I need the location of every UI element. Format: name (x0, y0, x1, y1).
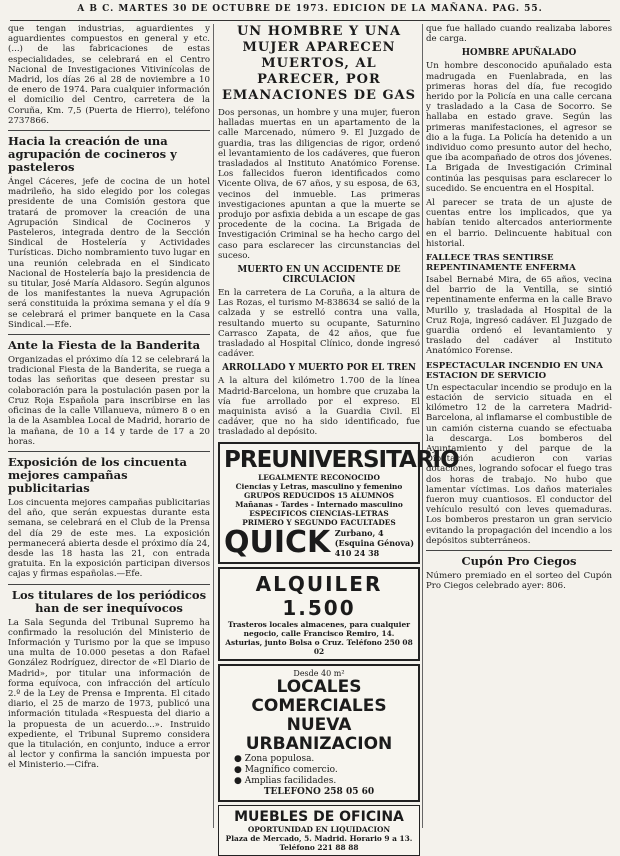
column-right (426, 24, 612, 830)
column-rule (213, 24, 214, 828)
article-body: Ángel Cáceres, jefe de cocina de un hotel madrileño, ha sido elegido por los colegas presidente de una Comisión gestora que tratará de promover la creación de una Agrupación Sindical de Cocineros y Pasteleros, integrada dentro de la Sección Sindical de Hostelería y Actividades Turísticas. Dicho nombramiento tuvo lugar en una reunión celebrada en el Sindicato Nacional de Hostelería bajo la presidencia de su titular, José María Aldasoro. Según algunos de los manifestantes la nueva Agrupación será constituida la próxima semana y el día 9 se celebrará el primer banquete en la Casa Sindical.—Efe. (8, 177, 210, 330)
ad-headline: ALQUILER 1.500 (255, 571, 383, 620)
column-rule (422, 24, 423, 828)
ad-line: LEGALMENTE RECONOCIDO (258, 472, 380, 482)
article-body: Al parecer se trata de un ajuste de cuentas entre los implicados, que ya habían tenido altercados anteriormente en el barrio. Delincuente habitual con historial. (426, 198, 612, 249)
ad-headline: PREUNIVERSITARIO (224, 446, 459, 473)
article-headline: Los titulares de los periódicos han de ser inequívocos (11, 587, 207, 615)
article-body: Un hombre desconocido apuñalado esta madrugada en Fuenlabrada, en las primeras horas del día, fue recogido herido por la Policía en una calle cercana y trasladado a la Casa de Socorro. Se hallaba en estado grave. Según las primeras manifestaciones, el agresor se dio a la fuga. La Policía ha detenido a un individuo como presunto autor del hecho, que iba acompañado de otros dos jóvenes. La Brigada de Investigación Criminal continúa las pesquisas para esclarecer lo sucedido. Se encuentra en el Hospital. (426, 61, 612, 194)
ad-headline: MUEBLES DE OFICINA (234, 808, 404, 825)
ad-address-line: Zurbano, 4 (334, 527, 384, 538)
article-body: Los cincuenta mejores campañas publicitarias del año, que serán expuestas durante esta semana, se celebrará en el Club de la Prensa del día 29 de este mes. La exposición permanecerá abierta desde el próximo día 24, desde las 18 hasta las 21, con entrada gratuita. En la exposición participan diversos cajas y firmas españolas.—Efe. (8, 497, 210, 580)
article-body: Un espectacular incendio se produjo en la estación de servicio situada en el kilómetro 12 de la carretera Madrid-Barcelona, al inflamarse el combustible de un camión cisterna cuando se efectuaba la descarga. Los bomberos del Ayuntamiento y del parque de la Diputación acudieron con varias dotaciones, logrando sofocar el fuego tras dos horas de trabajo. No hubo que lamentar víctimas. Los daños materiales fueron muy cuantiosos. El conductor del vehículo resultó con leves quemaduras. Los bomberos prestaron un gran servicio evitando la propagación del incendio a los depósitos subterráneos. (426, 382, 612, 546)
divider (426, 550, 612, 551)
ad-phone: Teléfono 221 88 88 (279, 842, 359, 852)
ad-phone: 410 24 38 (334, 547, 380, 558)
ad-list (224, 754, 414, 787)
article-headline: HOMBRE APUÑALADO (461, 48, 577, 59)
divider (8, 334, 210, 335)
article-body: Dos personas, un hombre y una mujer, fueron halladas muertas en un apartamento de la calle Marcenado, número 9. El Juzgado de guardia, tras las diligencias de rigor, ordenó el levantamiento de los cadáveres, que fueron trasladados al Instituto Anatómico Forense. Los fallecidos fueron identificados como Vicente Oliva, de 67 años, y su esposa, de 63, vecinos del inmueble. Las primeras investigaciones apuntan a que la muerte se produjo por asfixia debida a un escape de gas procedente de la cocina. La Brigada de Investigación Criminal se ha hecho cargo del caso para esclarecer las circunstancias del suceso. (218, 108, 420, 261)
article-body: A la altura del kilómetro 1.700 de la línea Madrid-Barcelona, un hombre que cruzaba la vía fue arrollado por el expreso. El maquinista avisó a la Guardia Civil. El cadáver, que no ha sido identificado, fue trasladado al depósito. (218, 376, 420, 438)
article-body: Isabel Bernabé Mira, de 65 años, vecina del barrio de la Ventilla, se sintió repentinamente enferma en la calle Bravo Murillo y, trasladada al Hospital de la Cruz Roja, ingresó cadáver. El Juzgado de guardia ordenó el levantamiento y traslado del cadáver al Instituto Anatómico Forense. (426, 275, 612, 357)
article-body: La Sala Segunda del Tribunal Supremo ha confirmado la resolución del Ministerio de Información y Turismo por la que se impuso una multa de 10.000 pesetas a don Rafael González Rodríguez, director de «El Diario de Madrid», por titular una información de forma equívoca, con infracción del artículo 2.º de la Ley de Prensa e Imprenta. El citado diario, el 25 de marzo de 1973, publicó una información titulada «Respuesta del diario a la propuesta de un acuerdo...». Instruido expediente, el Tribunal Supremo considera que la titulación, en conjunto, induce a error al lector y confirma la sanción impuesta por el Ministerio.—Cifra. (8, 617, 210, 771)
ad-headline: LOCALES COMERCIALES NUEVA URBANIZACION (245, 676, 393, 754)
article-headline: Cupón Pro Ciegos (461, 553, 577, 568)
column-center (218, 24, 459, 852)
article-headline: ESPECTACULAR INCENDIO EN UNA ESTACION DE SERVICIO (426, 360, 603, 381)
article-body: En la carretera de La Coruña, a la altura de Las Rozas, el turismo M-838634 se salió de la calzada y se estrelló contra una valla, resultando muerto su ocupante, Saturnino Carrasco Zapata, de 42 años, que fue trasladado al Hospital Clínico, donde ingresó cadáver. (218, 288, 420, 360)
ad-line: PRIMERO Y SEGUNDO FACULTADES (242, 517, 396, 527)
article-continuation: que tengan industrias, aguardientes y aguardientes compuestos en general y etc. (...) de las fabricaciones de estas especialidades, se celebrará en el Centro Nacional de Investigaciones Vitivinícolas de Madrid, los días 26 al 28 de noviembre a 10 de enero de 1974. Para cualquier información el domicilio del Centro, carretera de la Coruña, Km. 7,5 (Puerta de Hierro), teléfono 2737866. (8, 24, 210, 126)
ad-line: Plaza de Mercado, 5. Madrid. Horario 9 a 13. (225, 833, 413, 843)
ad-line: GRUPOS REDUCIDOS 15 ALUMNOS (243, 490, 395, 500)
article-body: Organizadas el próximo día 12 se celebrará la tradicional Fiesta de la Banderita, se ruega a todas las señoritas que deseen prestar su colaboración para la postulación pasen por la Cruz Roja Española para inscribirse en las oficinas de la calle Villanueva, número 8 o en la de la Asamblea Local de Madrid, horario de la mañana, de 10 a 14 y tarde de 17 a 20 horas. (8, 355, 210, 447)
divider (8, 584, 210, 585)
ad-phone: TELEFONO 258 05 60 (263, 786, 375, 797)
ad-address-line: (Esquina Génova) (334, 537, 414, 548)
ad-line: Ciencias y Letras, masculino y femenino (235, 481, 403, 491)
article-headline: MUERTO EN UN ACCIDENTE DE CIRCULACION (237, 265, 401, 286)
article-headline: ARROLLADO Y MUERTO POR EL TREN (222, 363, 416, 374)
article-body: Número premiado en el sorteo del Cupón Pro Ciegos celebrado ayer: 806. (426, 570, 612, 592)
ad-line: ESPECIFICOS CIENCIAS-LETRAS (249, 508, 389, 518)
ad-quick-row (224, 524, 414, 560)
article-headline: FALLECE TRAS SENTIRSE REPENTINAMENTE ENFERMA (426, 253, 576, 274)
ad-alquiler (218, 567, 420, 661)
ad-body: Trasteros locales almacenes, para cualquier negocio, calle Francisco Remiro, 14. Asturias, junto Bolsa o Cruz. Teléfono 250 08 02 (225, 619, 413, 656)
divider (8, 451, 210, 452)
ad-locales (218, 664, 420, 802)
divider (8, 130, 210, 131)
ad-muebles (218, 805, 420, 856)
main-headline: UN HOMBRE Y UNA MUJER APARECEN MUERTOS, AL PARECER, POR EMANACIONES DE GAS (221, 24, 417, 103)
ad-list-item: ● Magnífico comercio. (234, 764, 338, 775)
article-headline: Ante la Fiesta de la Banderita (8, 338, 201, 353)
ad-address (335, 528, 414, 558)
article-continuation: que fue hallado cuando realizaba labores de carga. (426, 24, 612, 45)
article-headline: Exposición de los cincuenta mejores campañas publicitarias (8, 454, 187, 495)
article-headline: Hacia la creación de una agrupación de cocineros y pasteleros (8, 134, 177, 175)
column-left (8, 24, 210, 830)
ad-brand: QUICK (224, 524, 331, 560)
ad-list-item: ● Amplias facilidades. (234, 775, 337, 786)
ad-list-item: ● Zona populosa. (234, 753, 315, 764)
ad-from: Desde 40 m² (293, 668, 345, 678)
ad-line: OPORTUNIDAD EN LIQUIDACION (247, 824, 391, 834)
ad-preuniversitario (218, 442, 459, 564)
page-header: A B C. MARTES 30 DE OCTUBRE DE 1973. EDICION DE LA MAÑANA. PAG. 55. (10, 4, 610, 21)
ad-line: Mañanas - Tardes - Internado masculino (235, 499, 403, 509)
